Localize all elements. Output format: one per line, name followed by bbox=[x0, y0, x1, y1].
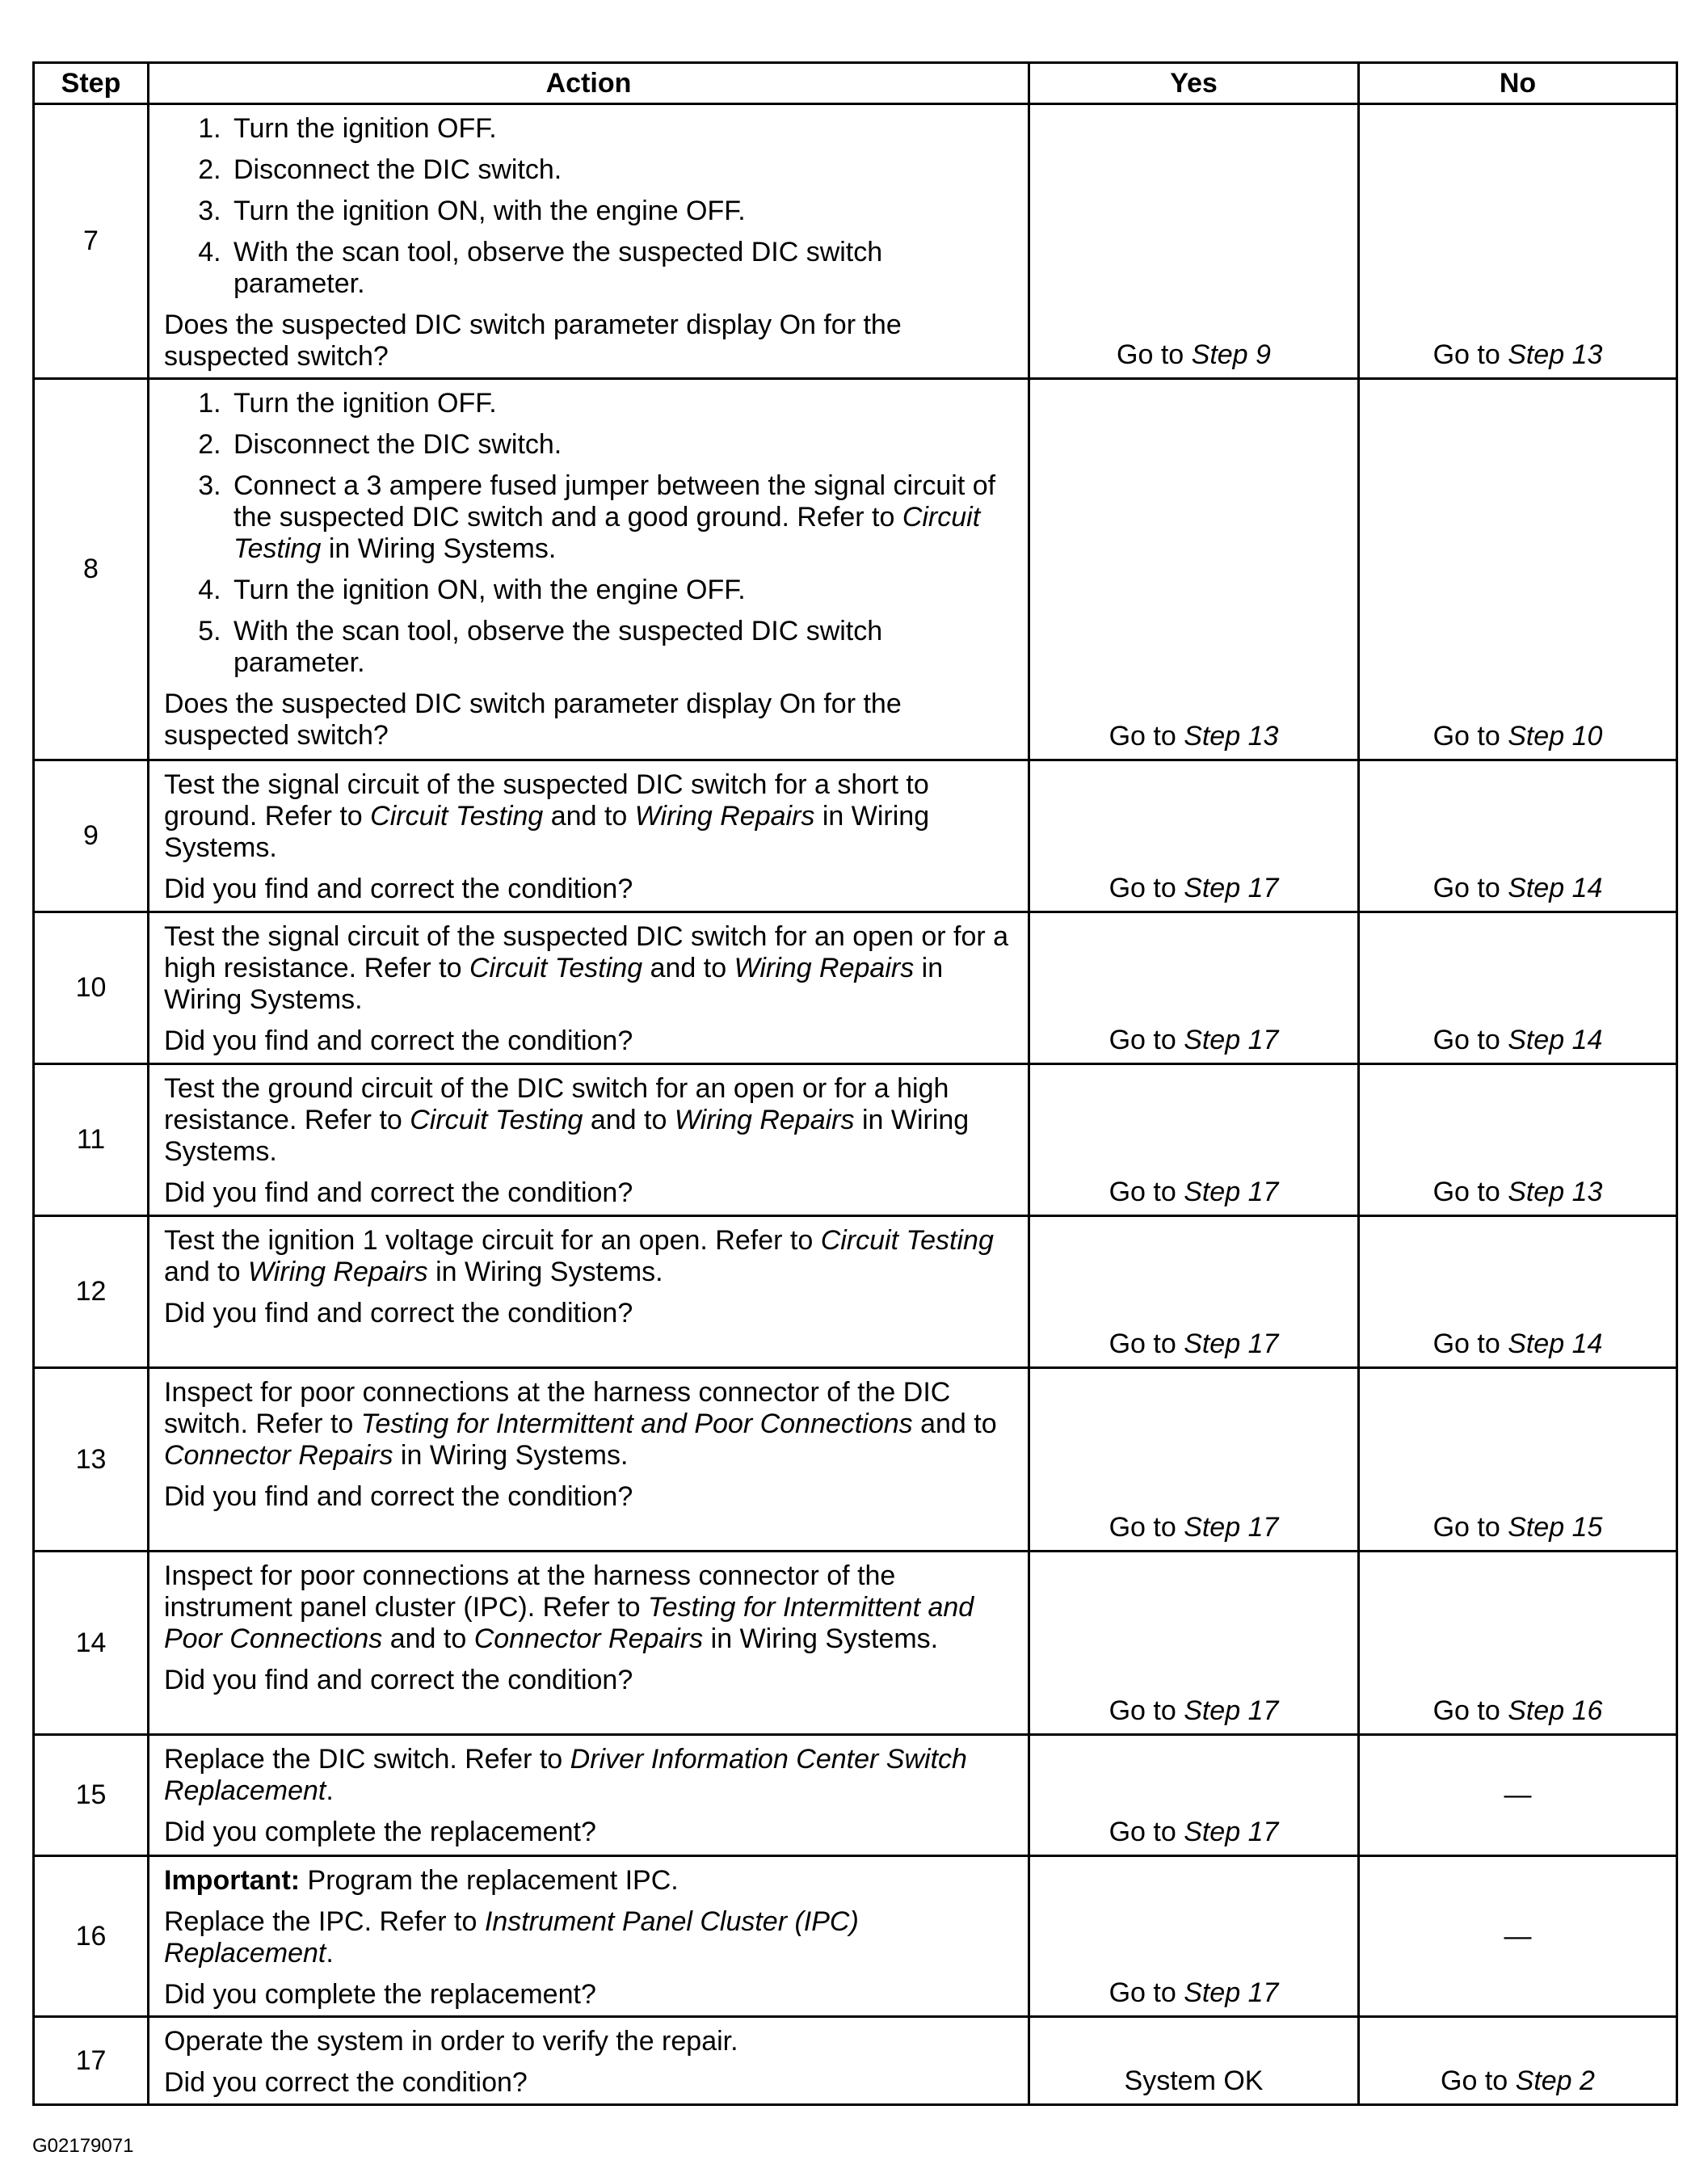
instruction bbox=[164, 769, 1016, 864]
table-row bbox=[34, 379, 1677, 760]
table-row bbox=[34, 1064, 1677, 1216]
no-cell: — bbox=[1359, 1735, 1677, 1856]
no-prefix: Go to bbox=[1432, 873, 1508, 903]
circuit-testing-link[interactable]: Circuit Testing bbox=[233, 502, 981, 564]
header-yes: Yes bbox=[1029, 63, 1359, 104]
reference-link[interactable]: Wiring Repairs bbox=[734, 953, 915, 983]
no-cell: — bbox=[1359, 1856, 1677, 2017]
table-row bbox=[34, 1216, 1677, 1368]
instruction bbox=[164, 1906, 1016, 1969]
instruction-text: in Wiring Systems. bbox=[164, 953, 944, 1015]
question: Did you find and correct the condition? bbox=[164, 1177, 633, 1208]
list-item: 4. Turn the ignition ON, with the engine OFF. bbox=[229, 575, 1016, 606]
list-item: 4. With the scan tool, observe the suspected DIC switch parameter. bbox=[229, 237, 1016, 300]
action-cell bbox=[149, 1552, 1029, 1735]
step-number: 15 bbox=[34, 1735, 149, 1856]
important-note bbox=[164, 1865, 1016, 1897]
reference-link[interactable]: Testing for Intermittent and Poor Connections bbox=[164, 1592, 974, 1654]
header-step: Step bbox=[34, 63, 149, 104]
yes-prefix: Go to bbox=[1109, 1512, 1184, 1543]
action-cell bbox=[149, 1368, 1029, 1552]
no-step-link[interactable]: Step 14 bbox=[1508, 873, 1603, 903]
action-list bbox=[164, 113, 1016, 300]
action-cell bbox=[149, 2017, 1029, 2105]
question: Does the suspected DIC switch parameter display On for the suspected switch? bbox=[164, 688, 902, 751]
no-step-link[interactable]: Step 13 bbox=[1508, 339, 1603, 370]
yes-step-link[interactable]: Step 17 bbox=[1184, 1512, 1279, 1543]
no-step-link[interactable]: Step 2 bbox=[1515, 2065, 1595, 2096]
step-number: 8 bbox=[34, 379, 149, 760]
table-row bbox=[34, 1735, 1677, 1856]
yes-step-link[interactable]: Step 17 bbox=[1184, 873, 1279, 903]
yes-cell bbox=[1029, 1368, 1359, 1552]
yes-step-link[interactable]: Step 17 bbox=[1184, 1977, 1279, 2008]
step-number: 14 bbox=[34, 1552, 149, 1735]
important-label: Important: bbox=[164, 1865, 301, 1896]
instruction-text: Replace the DIC switch. Refer to bbox=[164, 1744, 570, 1775]
yes-cell bbox=[1029, 1216, 1359, 1368]
no-cell bbox=[1359, 1368, 1677, 1552]
reference-link[interactable]: Circuit Testing bbox=[410, 1105, 583, 1135]
step-number: 16 bbox=[34, 1856, 149, 2017]
yes-cell bbox=[1029, 1856, 1359, 2017]
reference-link[interactable]: Circuit Testing bbox=[820, 1225, 994, 1256]
header-no: No bbox=[1359, 63, 1677, 104]
yes-prefix: Go to bbox=[1109, 873, 1184, 903]
instruction-text: . bbox=[326, 1938, 334, 1969]
no-cell bbox=[1359, 1552, 1677, 1735]
action-cell bbox=[149, 379, 1029, 760]
yes-step-link[interactable]: Step 17 bbox=[1184, 1177, 1279, 1207]
question: Did you correct the condition? bbox=[164, 2067, 528, 2098]
instruction-text: in Wiring Systems. bbox=[427, 1257, 663, 1287]
instruction: Operate the system in order to verify the repair. bbox=[164, 2026, 738, 2057]
list-item: 5. With the scan tool, observe the suspected DIC switch parameter. bbox=[229, 616, 1016, 679]
list-item: 2. Disconnect the DIC switch. bbox=[229, 154, 1016, 186]
question: Did you complete the replacement? bbox=[164, 1817, 596, 1847]
important-text: Program the replacement IPC. bbox=[300, 1865, 679, 1896]
yes-prefix: Go to bbox=[1109, 1695, 1184, 1726]
yes-prefix: Go to bbox=[1109, 721, 1184, 752]
instruction-text: Test the signal circuit of the suspected DIC switch for an open or for a high resistance. Refer to bbox=[164, 921, 1009, 983]
no-step-link[interactable]: Step 16 bbox=[1508, 1695, 1603, 1726]
table-row bbox=[34, 760, 1677, 912]
yes-prefix: Go to bbox=[1109, 1977, 1184, 2008]
instruction-text: Replace the IPC. Refer to bbox=[164, 1906, 485, 1937]
table-row bbox=[34, 1552, 1677, 1735]
instruction bbox=[164, 1560, 1016, 1655]
question: Did you find and correct the condition? bbox=[164, 1298, 633, 1329]
no-cell bbox=[1359, 1064, 1677, 1216]
action-list bbox=[164, 388, 1016, 679]
instruction-text: in Wiring Systems. bbox=[164, 1105, 970, 1167]
action-cell bbox=[149, 760, 1029, 912]
instruction-text: Test the signal circuit of the suspected DIC switch for a short to ground. Refer to bbox=[164, 769, 929, 832]
yes-prefix: Go to bbox=[1109, 1025, 1184, 1055]
reference-link[interactable]: Connector Repairs bbox=[164, 1440, 393, 1471]
list-item: 1. Turn the ignition OFF. bbox=[229, 388, 1016, 419]
instruction-text: in Wiring Systems. bbox=[393, 1440, 629, 1471]
step-number: 9 bbox=[34, 760, 149, 912]
instruction-text: and to bbox=[164, 1257, 248, 1287]
reference-link[interactable]: Connector Repairs bbox=[473, 1623, 704, 1654]
no-prefix: Go to bbox=[1432, 339, 1508, 370]
action-cell bbox=[149, 1856, 1029, 2017]
action-cell bbox=[149, 104, 1029, 379]
no-prefix: Go to bbox=[1432, 1329, 1508, 1359]
no-prefix: Go to bbox=[1441, 2065, 1516, 2096]
no-cell bbox=[1359, 912, 1677, 1064]
instruction-text: and to bbox=[912, 1409, 997, 1439]
instruction-text: and to bbox=[543, 801, 635, 832]
yes-cell bbox=[1029, 1552, 1359, 1735]
instruction-text: and to bbox=[382, 1623, 474, 1654]
no-step-link[interactable]: Step 14 bbox=[1508, 1329, 1603, 1359]
no-cell bbox=[1359, 760, 1677, 912]
yes-cell bbox=[1029, 760, 1359, 912]
yes-step-link[interactable]: Step 17 bbox=[1184, 1025, 1279, 1055]
step-number: 17 bbox=[34, 2017, 149, 2105]
yes-cell bbox=[1029, 1064, 1359, 1216]
no-step-link[interactable]: Step 14 bbox=[1508, 1025, 1603, 1055]
instruction-text: Inspect for poor connections at the harness connector of the instrument panel cluster (IPC). Refer to bbox=[164, 1560, 896, 1623]
reference-link[interactable]: Wiring Repairs bbox=[247, 1257, 428, 1287]
table-row bbox=[34, 104, 1677, 379]
yes-step-link[interactable]: Step 13 bbox=[1184, 721, 1279, 752]
header-action: Action bbox=[149, 63, 1029, 104]
instruction-text: Test the ignition 1 voltage circuit for an open. Refer to bbox=[164, 1225, 821, 1256]
no-cell bbox=[1359, 2017, 1677, 2105]
yes-step-link[interactable]: Step 17 bbox=[1184, 1695, 1279, 1726]
no-prefix: Go to bbox=[1432, 1177, 1508, 1207]
step-number: 10 bbox=[34, 912, 149, 1064]
instruction bbox=[164, 921, 1016, 1016]
question: Does the suspected DIC switch parameter display On for the suspected switch? bbox=[164, 309, 902, 372]
diagnostic-table bbox=[32, 61, 1678, 2106]
yes-cell bbox=[1029, 104, 1359, 379]
no-prefix: Go to bbox=[1432, 1512, 1508, 1543]
instruction bbox=[164, 1744, 1016, 1807]
no-cell bbox=[1359, 104, 1677, 379]
header-row bbox=[34, 63, 1677, 104]
question: Did you find and correct the condition? bbox=[164, 1025, 633, 1056]
table-row bbox=[34, 1856, 1677, 2017]
yes-step-link[interactable]: Step 9 bbox=[1191, 339, 1271, 370]
reference-link[interactable]: Wiring Repairs bbox=[634, 801, 815, 832]
yes-cell: System OK bbox=[1029, 2017, 1359, 2105]
no-step-link[interactable]: Step 13 bbox=[1508, 1177, 1603, 1207]
step-number: 11 bbox=[34, 1064, 149, 1216]
no-prefix: Go to bbox=[1432, 1695, 1508, 1726]
no-prefix: Go to bbox=[1432, 1025, 1508, 1055]
table-row bbox=[34, 1368, 1677, 1552]
instruction bbox=[164, 1225, 1016, 1288]
no-cell bbox=[1359, 379, 1677, 760]
no-cell bbox=[1359, 1216, 1677, 1368]
yes-cell bbox=[1029, 1735, 1359, 1856]
step-number: 13 bbox=[34, 1368, 149, 1552]
yes-prefix: Go to bbox=[1109, 1177, 1184, 1207]
question: Did you find and correct the condition? bbox=[164, 874, 633, 904]
table-row bbox=[34, 912, 1677, 1064]
step-number: 12 bbox=[34, 1216, 149, 1368]
instruction-text: Test the ground circuit of the DIC switch for an open or for a high resistance. Refer to bbox=[164, 1073, 949, 1135]
no-step-link[interactable]: Step 15 bbox=[1508, 1512, 1603, 1543]
reference-link[interactable]: Driver Information Center Switch Replacement bbox=[164, 1744, 967, 1806]
question: Did you find and correct the condition? bbox=[164, 1481, 633, 1512]
instruction-text: in Wiring Systems. bbox=[164, 801, 930, 863]
yes-prefix: Go to bbox=[1109, 1329, 1184, 1359]
action-cell bbox=[149, 912, 1029, 1064]
yes-prefix: Go to bbox=[1117, 339, 1192, 370]
reference-link[interactable]: Circuit Testing bbox=[370, 801, 544, 832]
no-step-link[interactable]: Step 10 bbox=[1508, 721, 1603, 752]
question: Did you find and correct the condition? bbox=[164, 1665, 633, 1695]
instruction-text: and to bbox=[583, 1105, 675, 1135]
action-cell bbox=[149, 1735, 1029, 1856]
instruction bbox=[164, 1073, 1016, 1168]
reference-link[interactable]: Circuit Testing bbox=[469, 953, 643, 983]
reference-link[interactable]: Testing for Intermittent and Poor Connections bbox=[360, 1409, 913, 1439]
question: Did you complete the replacement? bbox=[164, 1979, 596, 2010]
instruction bbox=[164, 1377, 1016, 1472]
yes-step-link[interactable]: Step 17 bbox=[1184, 1817, 1279, 1847]
reference-link[interactable]: Instrument Panel Cluster (IPC) Replacement bbox=[164, 1906, 859, 1969]
list-item-text: in Wiring Systems. bbox=[321, 533, 557, 564]
step-number: 7 bbox=[34, 104, 149, 379]
figure-id: G02179071 bbox=[32, 2135, 134, 2157]
instruction-text: and to bbox=[642, 953, 734, 983]
table-row bbox=[34, 2017, 1677, 2105]
action-cell bbox=[149, 1064, 1029, 1216]
list-item: 3. Turn the ignition ON, with the engine OFF. bbox=[229, 196, 1016, 227]
instruction-text: . bbox=[326, 1775, 334, 1806]
list-item: 1. Turn the ignition OFF. bbox=[229, 113, 1016, 145]
instruction-text: in Wiring Systems. bbox=[703, 1623, 939, 1654]
yes-cell bbox=[1029, 379, 1359, 760]
action-cell bbox=[149, 1216, 1029, 1368]
instruction-text: Inspect for poor connections at the harness connector of the DIC switch. Refer to bbox=[164, 1377, 951, 1439]
list-item-text: Connect a 3 ampere fused jumper between the signal circuit of the suspected DIC switch and a good ground. Refer to bbox=[233, 470, 996, 533]
yes-prefix: Go to bbox=[1109, 1817, 1184, 1847]
reference-link[interactable]: Wiring Repairs bbox=[674, 1105, 855, 1135]
yes-step-link[interactable]: Step 17 bbox=[1184, 1329, 1279, 1359]
list-item bbox=[229, 470, 1016, 565]
no-prefix: Go to bbox=[1432, 721, 1508, 752]
yes-cell bbox=[1029, 912, 1359, 1064]
list-item: 2. Disconnect the DIC switch. bbox=[229, 429, 1016, 461]
